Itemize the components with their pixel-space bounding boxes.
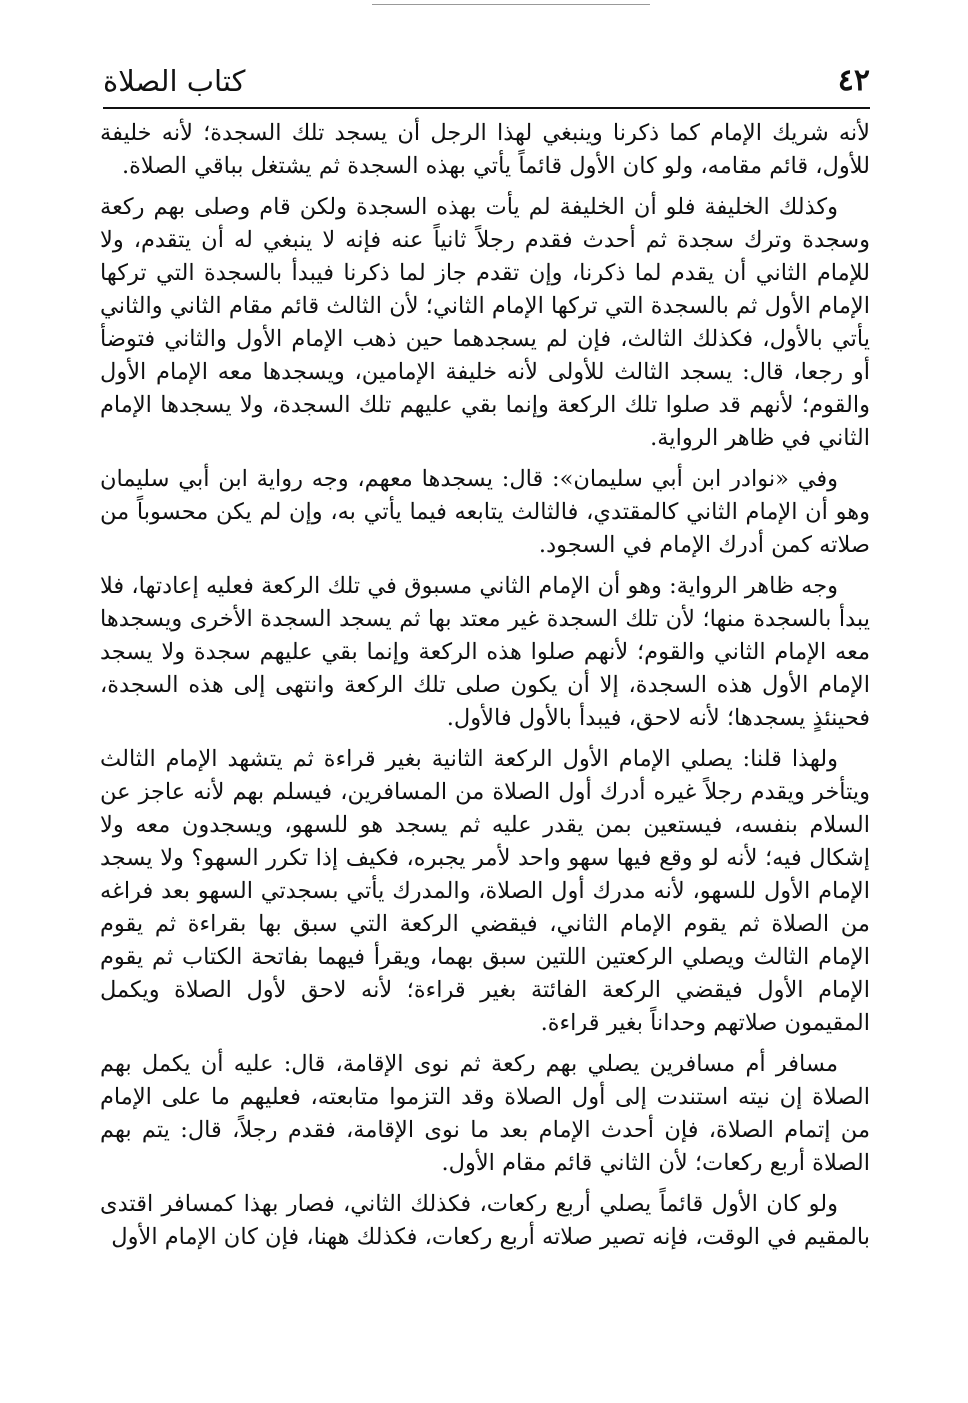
- top-decorative-rule: [372, 4, 650, 5]
- page-header: [103, 60, 870, 102]
- header-rule: [103, 107, 870, 109]
- paragraph: وفي «نوادر ابن أبي سليمان»: قال: يسجدها معهم، وجه رواية ابن أبي سليمان وهو أن الإمام الثاني كالمقتدي، فالثالث يتابعه فيما يأتي به، وإن لم يكن محسوباً من صلاته كمن أدرك الإمام في السجود.: [100, 466, 870, 558]
- paragraph: لأنه شريك الإمام كما ذكرنا وينبغي لهذا الرجل أن يسجد تلك السجدة؛ لأنه خليفة للأول، قائم مقامه، ولو كان الأول قائماً يأتي بهذه السجدة ثم يشتغل بباقي الصلاة.: [100, 120, 870, 179]
- page-body: [100, 117, 870, 1262]
- paragraph: ولهذا قلنا: يصلي الإمام الأول الركعة الثانية بغير قراءة ثم يتشهد الإمام الثالث ويتأخر ويقدم رجلاً غيره أدرك أول الصلاة من المسافرين، فيسلم بهم لأنه عاجز عن السلام بنفسه، فيستعين بمن يقدر عليه ثم يسجد هو للسهو، ويسجدون معه ولا إشكال فيه؛ لأنه لو وقع فيها سهو واحد لأمر يجبره، فكيف إذا تكرر السهو؟ ولا يسجد الإمام الأول للسهو، لأنه مدرك أول الصلاة، والمدرك يأتي بسجدتي السهو بعد فراغه من الصلاة ثم يقوم الإمام الثاني، فيقضي الركعة التي سبق بها بقراءة ثم يقوم الإمام الثالث ويصلي الركعتين اللتين سبق بهما، ويقرأ فيهما بفاتحة الكتاب ثم يقوم الإمام الأول فيقضي الركعة الفائتة بغير قراءة؛ لأنه لاحق لأول الصلاة ويكمل المقيمون صلاتهم وحداناً بغير قراءة.: [100, 746, 870, 1036]
- paragraph: مسافر أم مسافرين يصلي بهم ركعة ثم نوى الإقامة، قال: عليه أن يكمل بهم الصلاة إن نيته استندت إلى أول الصلاة وقد التزموا متابعته، فعليهم ما على الإمام من إتمام الصلاة، فإن أحدث الإمام بعد ما نوى الإقامة، فقدم رجلاً، قال: يتم بهم الصلاة أربع ركعات؛ لأن الثاني قائم مقام الأول.: [100, 1051, 870, 1176]
- paragraph: ولو كان الأول قائماً يصلي أربع ركعات، فكذلك الثاني، فصار بهذا كمسافر اقتدى بالمقيم في الوقت، فإنه تصير صلاته أربع ركعات، فكذلك ههنا، فإن كان الإمام الأول: [100, 1191, 870, 1250]
- page-number: ٤٢: [837, 63, 870, 98]
- running-title: كتاب الصلاة: [103, 64, 246, 98]
- paragraph: وجه ظاهر الرواية: وهو أن الإمام الثاني مسبوق في تلك الركعة فعليه إعادتها، فلا يبدأ بالسجدة منها؛ لأن تلك السجدة غير معتد بها ثم يسجد السجدة الأخرى ويسجدها معه الإمام الثاني والقوم؛ لأنهم صلوا هذه الركعة وإنما بقي عليهم سجدة ولا يسجد الإمام الأول هذه السجدة، إلا أن يكون صلى تلك الركعة وانتهى إلى هذه السجدة، فحينئذٍ يسجدها؛ لأنه لاحق، فيبدأ بالأول فالأول.: [100, 573, 870, 731]
- paragraph: وكذلك الخليفة فلو أن الخليفة لم يأت بهذه السجدة ولكن قام وصلى بهم ركعة وسجدة وترك سجدة ثم أحدث فقدم رجلاً ثانياً عنه فإنه لا ينبغي له أن يتقدم، ولا للإمام الثاني أن يقدم لما ذكرنا، وإن تقدم جاز لما ذكرنا فيبدأ بالسجدة التي تركها الإمام الأول ثم بالسجدة التي تركها الإمام الثاني؛ لأن الثالث قائم مقام الثاني والثاني يأتي بالأول، فكذلك الثالث، فإن لم يسجدهما حين ذهب الإمام الأول والثاني فتوضأ أو رجعا، قال: يسجد الثالث للأولى لأنه خليفة الإمامين، ويسجدها معه الإمام الأول والقوم؛ لأنهم قد صلوا تلك الركعة وإنما بقي عليهم تلك السجدة، ولا يسجدها الإمام الثاني في ظاهر الرواية.: [100, 194, 870, 451]
